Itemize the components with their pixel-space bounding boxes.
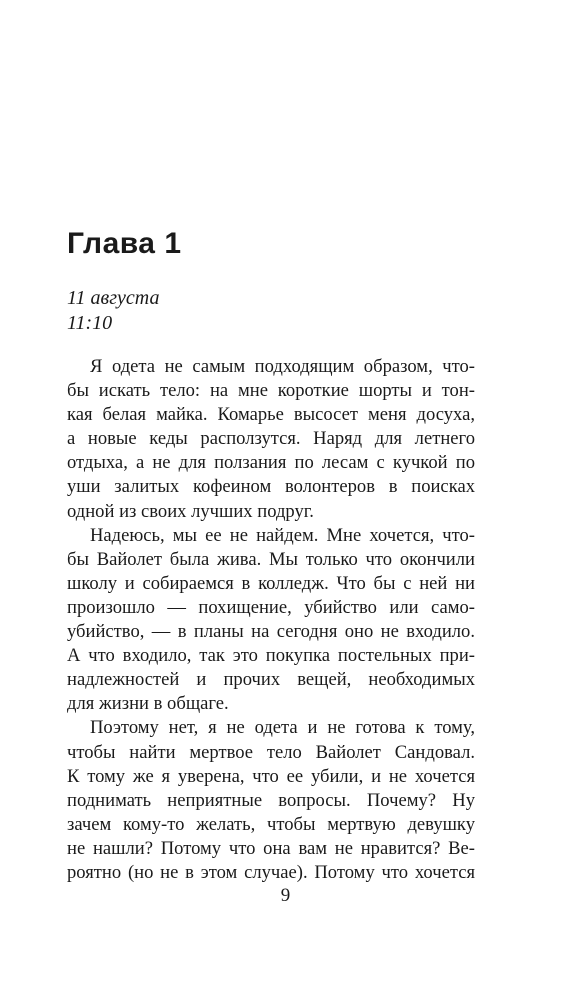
text-line: поднимать неприятные вопросы. Почему? Ну — [67, 789, 475, 811]
dateline — [67, 286, 159, 336]
text-line: школу и собираемся в колледж. Что бы с ней ни — [67, 572, 475, 594]
text-line: К тому же я уверена, что ее убили, и не хочется — [67, 765, 475, 787]
page-number: 9 — [280, 885, 291, 906]
text-line: зачем кому-то желать, чтобы мертвую девушку — [67, 813, 475, 835]
text-line: для жизни в общаге. — [67, 693, 229, 715]
text-line: А что входило, так это покупка постельных при- — [67, 645, 475, 667]
text-line: Надеюсь, мы ее не найдем. Мне хочется, что- — [90, 524, 475, 546]
text-line: чтобы найти мертвое тело Вайолет Сандовал. — [67, 741, 475, 763]
text-line: кая белая майка. Комарье высосет меня досуха, — [67, 404, 475, 426]
text-line: отдыха, а не для ползания по лесам с кучкой по — [67, 452, 475, 474]
text-line: не нашли? Потому что она вам не нравится? Ве- — [67, 837, 475, 859]
text-line: бы искать тело: на мне короткие шорты и тон- — [67, 380, 475, 402]
dateline-date: 11 августа — [67, 287, 160, 309]
text-line: а новые кеды расползутся. Наряд для летнего — [67, 428, 475, 450]
dateline-time: 11:10 — [67, 312, 113, 334]
text-line: роятно (но не в этом случае). Потому что хочется — [67, 861, 475, 883]
text-line: произошло — похищение, убийство или само- — [67, 596, 475, 618]
chapter-title: Глава 1 — [67, 227, 182, 260]
text-line: бы Вайолет была жива. Мы только что окончили — [67, 548, 475, 570]
body-text — [67, 355, 475, 885]
text-line: Поэтому нет, я не одета и не готова к тому, — [90, 717, 475, 739]
paragraph — [67, 524, 475, 717]
text-line: уши залитых кофеином волонтеров в поисках — [67, 476, 475, 498]
text-line: Я одета не самым подходящим образом, что- — [90, 356, 475, 377]
text-line: убийство, — в планы на сегодня оно не входило. — [67, 621, 475, 643]
paragraph — [67, 716, 475, 885]
paragraph — [67, 355, 475, 524]
text-line: надлежностей и прочих вещей, необходимых — [67, 669, 475, 691]
text-line: одной из своих лучших подруг. — [67, 500, 314, 522]
